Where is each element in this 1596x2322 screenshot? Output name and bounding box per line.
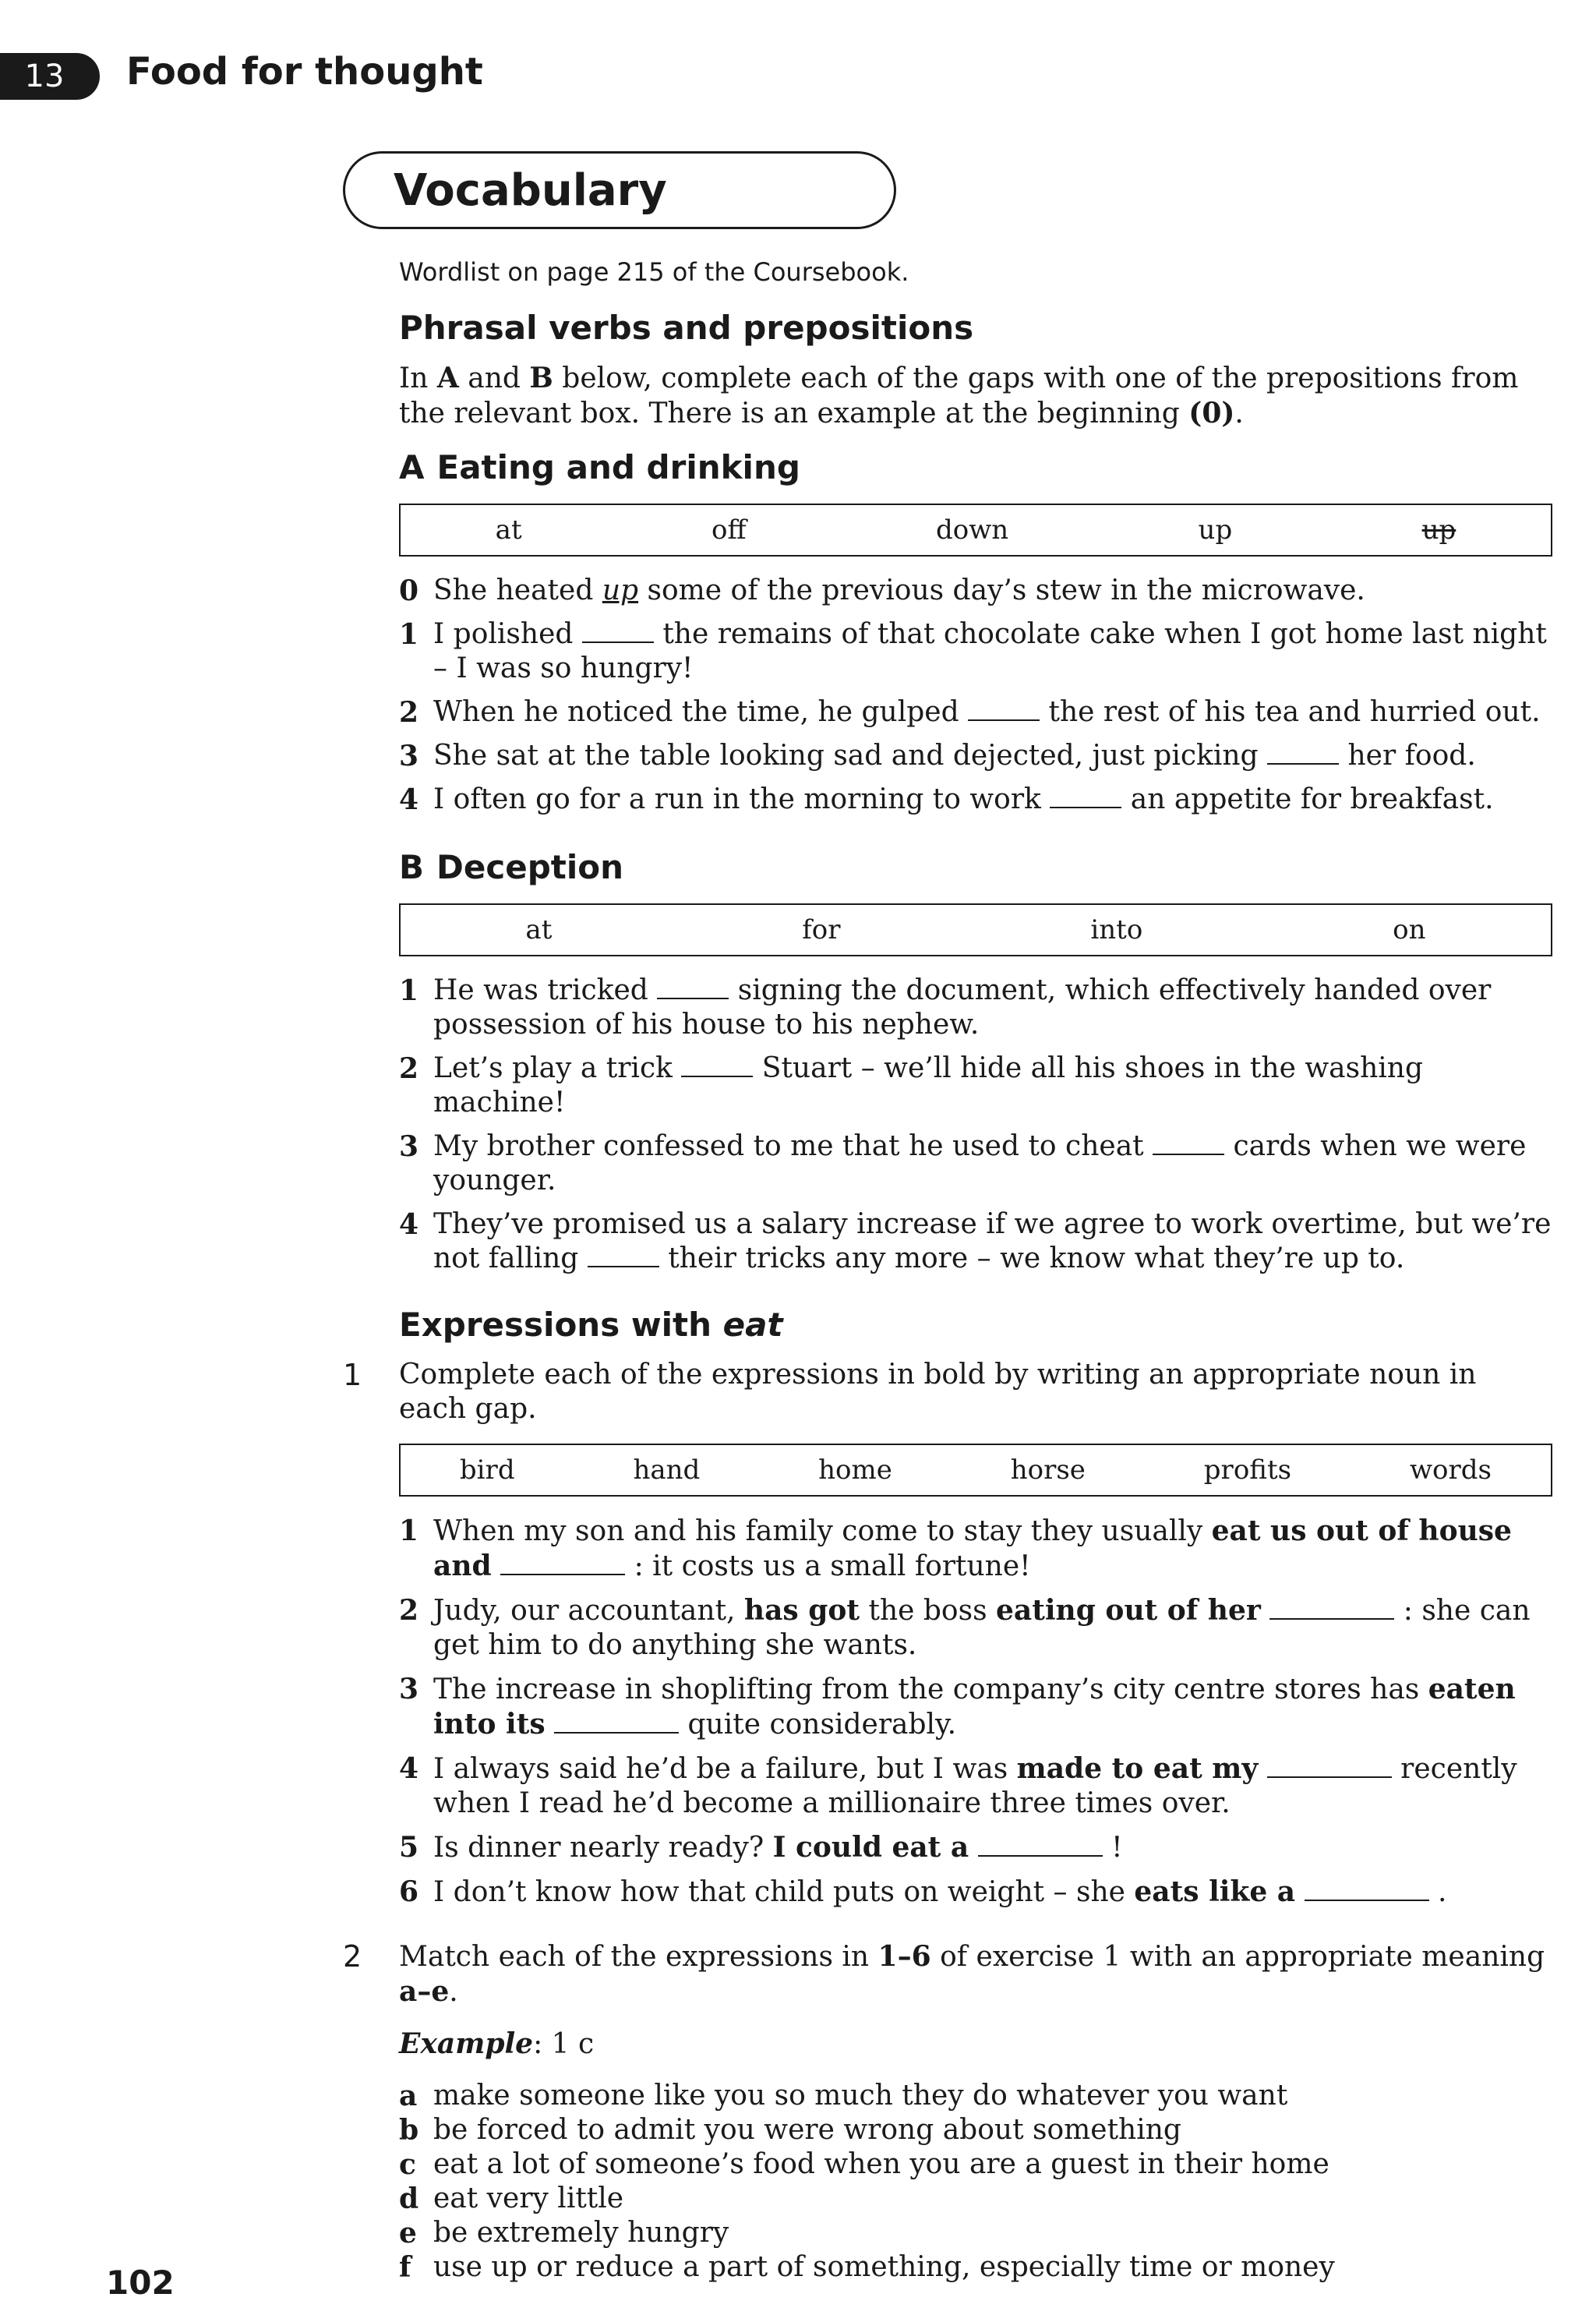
word-box-item: down <box>935 514 1009 546</box>
word-box-item: bird <box>459 1454 515 1486</box>
answer-gap[interactable] <box>1305 1876 1429 1901</box>
list-item: 4 I often go for a run in the morning to work an appetite for breakfast. <box>399 783 1494 816</box>
word-box-item: at <box>495 514 522 546</box>
answer-gap[interactable] <box>1153 1130 1224 1155</box>
phrasal-instruction: In A and B below, complete each of the gaps with one of the prepositions from the relevant box. There is an example at the beginning (0). <box>399 362 1519 429</box>
word-box-item: on <box>1393 914 1426 945</box>
word-box-item: into <box>1090 914 1143 945</box>
list-item: 3 The increase in shoplifting from the company’s city centre stores has eaten into its quite considerably. <box>399 1673 1516 1741</box>
answer-gap[interactable] <box>968 696 1040 721</box>
exercise-1 <box>343 1358 1552 1426</box>
word-box-item: words <box>1409 1454 1492 1486</box>
meanings-list <box>399 2079 1552 2285</box>
answer-gap[interactable] <box>1267 740 1339 765</box>
answer-gap[interactable] <box>657 974 729 999</box>
list-item: 2 When he noticed the time, he gulped the rest of his tea and hurried out. <box>399 696 1541 729</box>
expressions-heading: Expressions with eat <box>399 1306 783 1344</box>
word-box-item: off <box>711 514 747 546</box>
exercise-2 <box>343 1939 1552 2009</box>
word-box-item: at <box>525 914 553 945</box>
list-item: 2 Let’s play a trick Stuart – we’ll hide all his shoes in the washing machine! <box>399 1052 1423 1119</box>
list-item: 2 Judy, our accountant, has got the boss eating out of her : she can get him to do anything she wants. <box>399 1594 1531 1661</box>
section-title-box <box>343 151 896 229</box>
meaning-item: a make someone like you so much they do whatever you want <box>399 2080 1288 2112</box>
part-b-items <box>399 974 1552 1276</box>
list-item: 0 She heated up some of the previous day’s stew in the microwave. <box>399 574 1365 607</box>
list-item: 1 He was tricked signing the document, which effectively handed over possession of his house to his nephew. <box>399 974 1492 1041</box>
meaning-item: f use up or reduce a part of something, especially time or money <box>399 2251 1335 2284</box>
meaning-item: d eat very little <box>399 2182 624 2215</box>
word-box-item: hand <box>633 1454 701 1486</box>
unit-title: Food for thought <box>126 50 483 94</box>
exercise-number: 2 <box>343 1939 362 1974</box>
word-box-item-used: up <box>1421 514 1457 546</box>
word-box-item: profits <box>1203 1454 1292 1486</box>
wordlist-note: Wordlist on page 215 of the Coursebook. <box>399 257 909 287</box>
exercise-1-instruction: Complete each of the expressions in bold by writing an appropriate noun in each gap. <box>399 1359 1477 1425</box>
answer-gap[interactable] <box>582 618 654 643</box>
unit-number-badge: 13 <box>0 53 100 100</box>
exercise-1-word-box <box>399 1444 1552 1497</box>
example-answer: up <box>602 574 639 606</box>
list-item: 4 I always said he’d be a failure, but I was made to eat my recently when I read he’d become a millionaire three times over. <box>399 1752 1517 1819</box>
word-box-item: for <box>802 914 841 945</box>
part-a-heading: A Eating and drinking <box>399 448 800 486</box>
answer-gap[interactable] <box>500 1550 625 1575</box>
page-content <box>343 257 1552 2285</box>
list-item: 1 I polished the remains of that chocolate cake when I got home last night – I was so hungry! <box>399 618 1547 684</box>
page-number: 102 <box>106 2264 175 2302</box>
part-b-word-box <box>399 903 1552 956</box>
list-item: 1 When my son and his family come to stay they usually eat us out of house and : it costs us a small fortune! <box>399 1514 1512 1582</box>
answer-gap[interactable] <box>588 1242 659 1267</box>
word-box-item: horse <box>1010 1454 1086 1486</box>
meaning-item: c eat a lot of someone’s food when you are a guest in their home <box>399 2148 1329 2181</box>
list-item: 6 I don’t know how that child puts on weight – she eats like a . <box>399 1875 1447 1908</box>
meaning-item: e be extremely hungry <box>399 2217 729 2250</box>
section-title: Vocabulary <box>394 164 667 216</box>
list-item: 5 Is dinner nearly ready? I could eat a ! <box>399 1831 1123 1864</box>
answer-gap[interactable] <box>1269 1595 1394 1620</box>
exercise-2-instruction: Match each of the expressions in 1–6 of exercise 1 with an appropriate meaning a–e. <box>399 1940 1545 2008</box>
answer-gap[interactable] <box>1267 1753 1392 1778</box>
exercise-2-example: Example: 1 c <box>399 2027 595 2060</box>
phrasal-heading: Phrasal verbs and prepositions <box>399 309 974 347</box>
answer-gap[interactable] <box>554 1709 679 1734</box>
list-item: 3 She sat at the table looking sad and dejected, just picking her food. <box>399 740 1476 772</box>
part-b-heading: B Deception <box>399 848 624 886</box>
meaning-item: b be forced to admit you were wrong about something <box>399 2114 1181 2147</box>
word-box-item: home <box>818 1454 892 1486</box>
list-item: 4 They’ve promised us a salary increase if we agree to work overtime, but we’re not falling their tricks any more – we know what they’re up to. <box>399 1208 1552 1274</box>
list-item: 3 My brother confessed to me that he used to cheat cards when we were younger. <box>399 1130 1527 1196</box>
exercise-number: 1 <box>343 1358 362 1392</box>
part-a-items <box>399 574 1552 817</box>
answer-gap[interactable] <box>1050 783 1121 808</box>
part-a-word-box <box>399 504 1552 557</box>
word-box-item: up <box>1198 514 1233 546</box>
answer-gap[interactable] <box>978 1832 1103 1857</box>
exercise-1-items <box>399 1514 1552 1910</box>
answer-gap[interactable] <box>681 1052 753 1077</box>
